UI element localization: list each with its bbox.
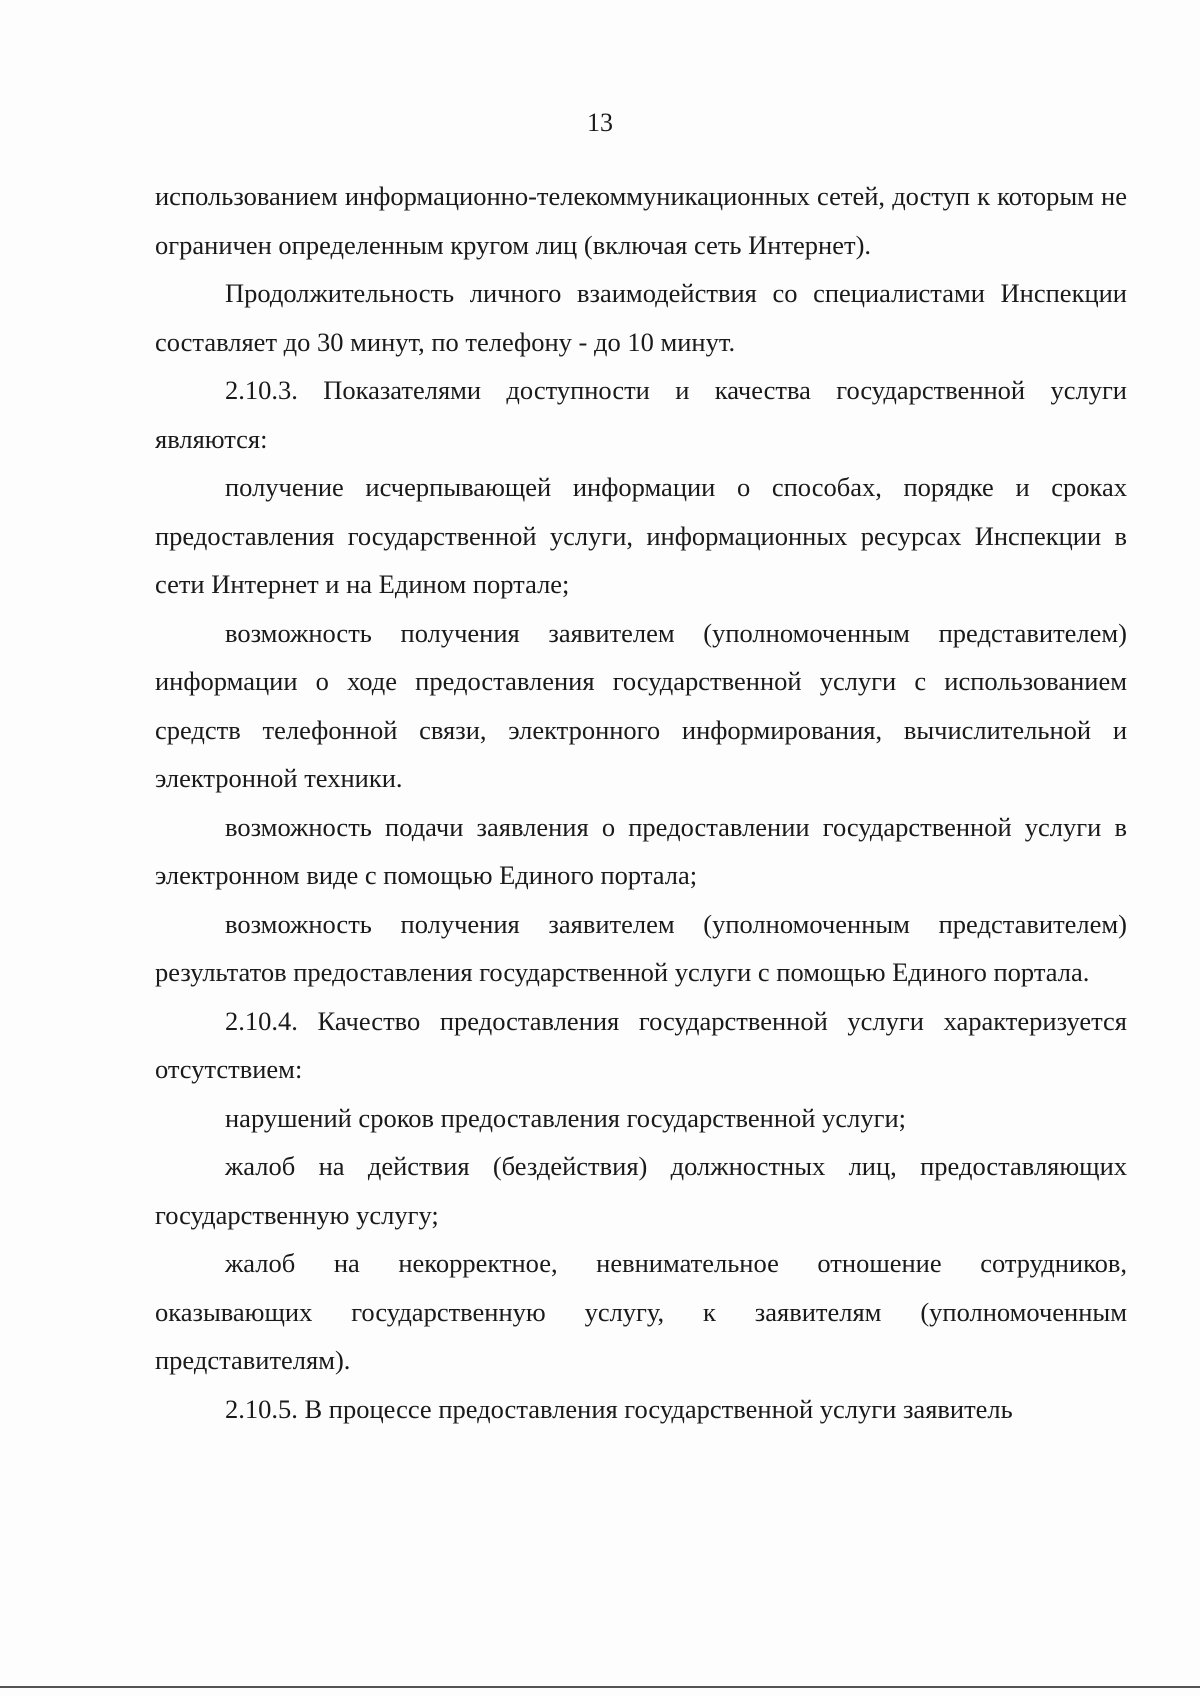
paragraph-indicator-progress-info: возможность получения заявителем (уполномоченным представителем) информации о ходе предоставления государственной услуги с использованием средств телефонной связи, электронного информирования, вычислительной и электронной техники.	[155, 617, 1127, 793]
paragraph-no-complaints-attitude: жалоб на некорректное, невнимательное отношение сотрудников, оказывающих государственную услугу, к заявителям (уполномоченным представителям).	[155, 1248, 1127, 1375]
paragraph-no-deadline-violations: нарушений сроков предоставления государственной услуги;	[225, 1102, 906, 1133]
document-body	[155, 172, 1127, 1433]
paragraph-2-10-4: 2.10.4. Качество предоставления государственной услуги характеризуется отсутствием:	[155, 1005, 1127, 1084]
scan-edge-line	[0, 1686, 1200, 1688]
paragraph-indicator-electronic-application: возможность подачи заявления о предоставлении государственной услуги в электронном виде с помощью Единого портала;	[155, 811, 1127, 890]
paragraph-2-10-5: 2.10.5. В процессе предоставления государственной услуги заявитель	[225, 1393, 1013, 1424]
paragraph-continuation: использованием информационно-телекоммуникационных сетей, доступ к которым не ограничен определенным кругом лиц (включая сеть Интернет).	[155, 181, 1127, 260]
paragraph-2-10-3: 2.10.3. Показателями доступности и качества государственной услуги являются:	[155, 375, 1127, 454]
paragraph-indicator-results: возможность получения заявителем (уполномоченным представителем) результатов предоставления государственной услуги с помощью Единого портала.	[155, 908, 1127, 987]
page-number: 13	[587, 108, 613, 137]
paragraph-indicator-information: получение исчерпывающей информации о способах, порядке и сроках предоставления государственной услуги, информационных ресурсах Инспекции в сети Интернет и на Едином портале;	[155, 472, 1127, 599]
paragraph-duration: Продолжительность личного взаимодействия со специалистами Инспекции составляет до 30 минут, по телефону - до 10 минут.	[155, 278, 1127, 357]
paragraph-no-complaints-actions: жалоб на действия (бездействия) должностных лиц, предоставляющих государственную услугу;	[155, 1151, 1127, 1230]
